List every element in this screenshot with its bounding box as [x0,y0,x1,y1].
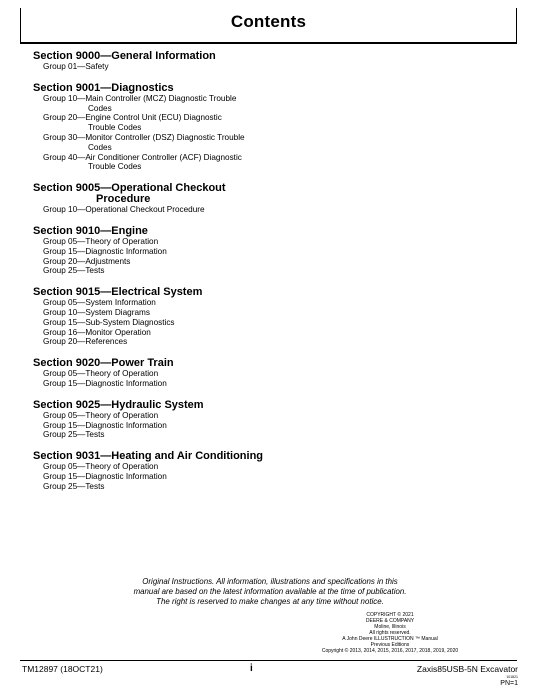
section-title-continuation: Procedure [96,193,151,206]
header-frame-bottom-rule [20,42,517,44]
section-title: Section 9010—Engine [33,224,148,237]
note-line: Original Instructions. All information, illustrations and specifications in this [142,577,398,586]
toc-section [33,83,503,172]
footer-page-number: i [250,663,253,674]
toc-section [33,400,503,440]
group-entry-continuation: Codes [88,142,112,152]
toc-section [33,226,503,276]
toc-section [33,358,503,389]
copyright-line: Previous Editions [370,642,410,648]
section-title: Section 9025—Hydraulic System [33,398,204,411]
footer-date-code: 101821 [506,675,518,679]
group-entry: Group 25—Tests [43,430,105,440]
toc-section [33,51,503,72]
copyright-block [310,612,470,654]
group-entry: Group 05—System Information [43,298,156,308]
copyright-line: A John Deere ILLUSTRUCTION ™ Manual [342,636,438,642]
toc-section [33,183,503,215]
group-entry: Group 05—Theory of Operation [43,236,159,246]
footer-machine-model: Zaxis85USB-5N Excavator [416,664,518,674]
section-title: Section 9015—Electrical System [33,286,203,299]
group-entry: Group 05—Theory of Operation [43,410,159,420]
footer-pn: PN=1 [500,680,518,687]
footer-manual-id: TM12897 (18OCT21) [22,664,103,674]
group-entry-continuation: Codes [88,103,112,113]
section-title: Section 9001—Diagnostics [33,81,174,94]
note-line: The right is reserved to make changes at any time without notice. [156,597,384,606]
group-entry: Group 10—Operational Checkout Procedure [43,205,205,215]
group-entry: Group 30—Monitor Controller (DSZ) Diagnostic Trouble [43,132,245,142]
group-entry: Group 25—Tests [43,266,105,276]
group-entry: Group 10—System Diagrams [43,307,150,317]
group-entry: Group 25—Tests [43,481,105,491]
group-entry: Group 05—Theory of Operation [43,462,159,472]
group-entry: Group 10—Main Controller (MCZ) Diagnostic Trouble [43,93,237,103]
original-instructions-note [60,577,480,607]
group-entry: Group 20—Adjustments [43,256,131,266]
copyright-line: Moline, Illinois [374,624,406,630]
group-entry-continuation: Trouble Codes [88,123,142,133]
group-entry: Group 05—Theory of Operation [43,369,159,379]
group-entry: Group 20—Engine Control Unit (ECU) Diagnostic [43,113,222,123]
note-line: manual are based on the latest information available at the time of publication. [133,587,407,596]
footer-rule [20,660,517,661]
group-entry: Group 15—Diagnostic Information [43,471,167,481]
group-entry: Group 15—Sub-System Diagnostics [43,317,175,327]
group-entry: Group 15—Diagnostic Information [43,246,167,256]
toc-section [33,451,503,491]
copyright-line: DEERE & COMPANY [365,618,415,624]
section-title: Section 9020—Power Train [33,357,174,370]
group-entry: Group 20—References [43,337,128,347]
group-entry: Group 15—Diagnostic Information [43,378,167,388]
table-of-contents [33,51,503,503]
group-entry: Group 40—Air Conditioner Controller (ACF) Diagnostic [43,152,242,162]
page-title: Contents [230,12,307,31]
section-title: Section 9031—Heating and Air Conditioning [33,450,264,463]
copyright-line: COPYRIGHT © 2021 [366,612,414,618]
toc-section [33,287,503,347]
group-entry-continuation: Trouble Codes [88,162,142,172]
copyright-line: Copyright © 2013, 2014, 2015, 2016, 2017, 2018, 2019, 2020 [321,648,459,654]
group-entry: Group 01—Safety [43,62,109,71]
copyright-line: All rights reserved. [369,630,411,636]
section-title: Section 9000—General Information [33,50,216,62]
section-title: Section 9005—Operational Checkout [33,182,226,195]
group-entry: Group 16—Monitor Operation [43,327,151,337]
group-entry: Group 15—Diagnostic Information [43,420,167,430]
